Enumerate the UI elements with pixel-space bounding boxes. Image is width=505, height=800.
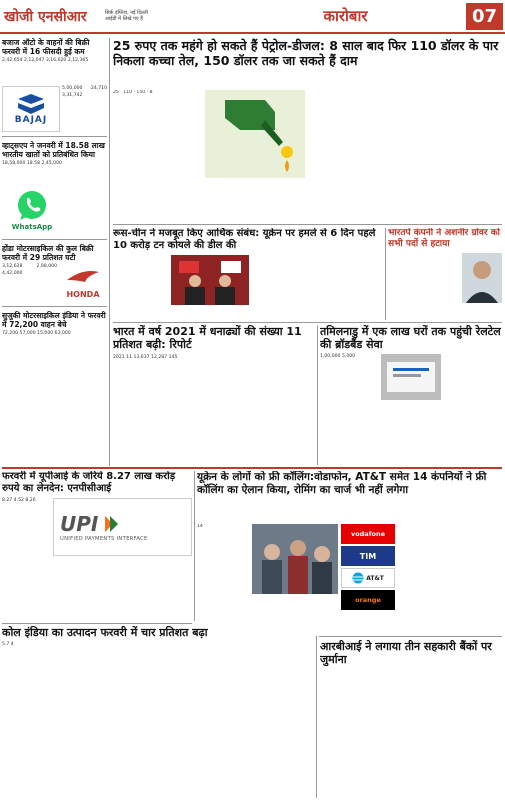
upi-body-2 [53,559,192,599]
wealth-story [113,325,315,465]
section-band-rule [2,467,502,469]
att-logo-text: AT&T [366,574,384,582]
ukraine-body-block [197,524,502,634]
wa-fig: 18.58 [26,161,41,166]
rbi-headline: आरबीआई ने लगाया तीन सहकारी बैंकों पर जुर्माना [320,640,492,667]
suzuki-headline: सुजुकी मोटरसाइकिल इंडिया ने फरवरी में 72,200 वाहन बेचे [2,311,106,329]
vodafone-logo-text: vodafone [350,530,386,538]
honda-fig: 3,12,628 [2,264,23,269]
coal-fig: 4 [10,642,14,648]
divider [2,623,192,624]
telecom-logos [341,524,395,634]
bharatpe-story [388,228,502,320]
bajaj-fig: 5,00,000 [62,86,83,91]
att-logo [341,568,395,588]
russia-story [113,228,383,320]
lead-fig: 150 [136,90,146,95]
honda-fig: 2,98,000 [36,264,57,269]
upi-logo-text: UPI [60,512,99,536]
orange-logo [341,590,395,610]
dateline-edition: आईडी में लिखे गए हैं [105,16,143,22]
railtel-photo-graphic [381,354,441,400]
column-rule [317,325,318,465]
brand: खोजी एनसीआर [4,8,87,25]
suzuki-fig: 72,200 [2,331,19,336]
tim-logo-text: TIM [359,551,377,561]
bajaj-fig: 2,12,047 [23,58,45,63]
divider [113,322,502,323]
bajaj-fig: 2,42,654 [2,58,23,63]
lead-col-1: 25 · 110 · 150 · 8 [113,90,153,95]
wa-fig: 2,45,000 [41,161,62,166]
bajaj-fig: 24,710 [90,86,107,91]
ukraine-photo-block [252,524,338,634]
lead-col-2 [205,184,305,222]
upi-fig: 8.27 [2,498,13,503]
bajaj-headline: बजाज ऑटो के वाहनों की बिक्री फरवरी में 16 फीसदी हुई कम [2,38,90,56]
wealth-fig: 13,637 [133,355,150,361]
whatsapp-logo-text: WhatsApp [11,223,53,231]
whatsapp-headline: व्हाट्सएप ने जनवरी में 18.58 लाख भारतीय खातों को प्रतिबंधित किया [2,141,105,159]
bajaj-logo-text: BAJAJ [14,115,48,125]
column-rule [316,636,317,798]
tn-fig: 5,000 [341,354,356,360]
bajaj-fig: 3,31,742 [62,92,83,98]
ukraine-body-3 [398,524,502,634]
whatsapp-body [2,161,107,185]
whatsapp-logo [2,185,62,235]
section-title: कारोबार [323,7,368,25]
coal-story [2,626,314,798]
russia-body-2 [252,255,383,305]
wealth-fig: 11 [126,355,133,361]
suzuki-body [2,331,107,338]
whatsapp-icon [15,189,49,223]
wealth-body [113,355,315,447]
tamilnadu-body-3 [444,354,502,444]
bharatpe-body [388,253,459,311]
dateline-city: सिर्फ़ इंग्लिश, नई दिल्ली [105,9,148,16]
bajaj-emblem-icon [16,93,46,115]
wealth-fig: 12,287 [151,355,168,361]
suzuki-fig: 15,000 [37,331,54,336]
bharatpe-headline: भारतपे कंपनी ने अशनीर ग्रोवर को सभी पदों से हटाया [388,228,500,249]
honda-logo [59,264,107,302]
bajaj-fig: 2,12,365 [67,58,89,63]
tamilnadu-body-1 [320,354,378,444]
leaders-photo [171,255,249,305]
lead-fig: 25 [113,90,119,95]
tamilnadu-story [320,325,502,465]
grover-photo [462,253,502,303]
bajaj-body [2,58,107,86]
upi-arrow-icon [101,515,119,533]
ukraine-fig: 14 [197,524,203,529]
fuel-pump-illustration [205,90,305,222]
wealth-fig: 145 [168,355,178,361]
upi-logo [53,498,192,556]
bajaj-fig: 3,16,020 [45,58,67,63]
lead-body-block [113,90,502,222]
divider [113,224,502,225]
bajaj-logo [2,86,60,132]
grover-photo-graphic [462,253,502,303]
coal-headline: कोल इंडिया का उत्पादन फरवरी में चार प्रतिशत बढ़ा [2,626,208,639]
tamilnadu-body-2 [381,406,441,446]
ukraine-crowd-photo [252,524,338,594]
suzuki-fig: 63,000 [54,331,71,336]
russia-headline: रूस-चीन ने मजबूत किए आर्थिक संबंध: यूक्रेन पर हमले से 6 दिन पहले 10 करोड़ टन कोयले की डील की [113,228,376,251]
column-rule [109,38,110,466]
tim-logo [341,546,395,566]
rbi-story [320,640,502,798]
ukraine-body-1 [197,524,249,634]
page-number: 07 [466,3,503,30]
upi-story [2,471,192,621]
fuel-nozzle-icon [205,90,305,178]
upi-logo-subtitle: UNIFIED PAYMENTS INTERFACE [60,536,148,542]
coal-fig: 5.7 [2,642,10,648]
upi-body-1 [2,498,50,598]
honda-logo-text: HONDA [66,289,100,299]
coal-body [2,642,314,782]
divider [319,636,502,637]
column-rule [385,228,386,320]
upi-fig: 4.52 [13,498,24,503]
divider [2,239,107,240]
lead-headline-block [113,38,502,88]
divider [2,136,107,137]
wa-fig: 18,58,000 [2,161,26,166]
lead-headline: 25 रुपए तक महंगे हो सकते हैं पेट्रोल-डीजल: 8 साल बाद फिर 110 डॉलर के पार निकला कच्चा तेल, 150 डॉलर तक जा सकते हैं दाम [113,38,499,68]
upi-fig: 8.26 [25,498,36,503]
att-globe-icon [352,572,364,584]
wealth-fig: 2021 [113,355,125,361]
column-rule [194,471,195,621]
bajaj-body-2 [62,86,107,132]
vodafone-logo [341,524,395,544]
lead-fig: 8 [149,90,153,95]
honda-headline: होंडा मोटरसाइकिल की कुल बिक्री फरवरी में 29 प्रतिशत घटी [2,244,94,262]
leaders-photo-graphic [171,255,249,305]
russia-body-1 [113,255,168,305]
ukraine-headline-block [197,471,502,523]
lead-col-3 [309,90,404,222]
railtel-photo-block [381,354,441,446]
left-column [2,38,107,466]
rbi-body [320,669,502,789]
masthead [0,0,505,34]
tn-fig: 1,00,000 [320,354,341,360]
dateline [105,10,225,23]
lead-fig: 110 [123,90,133,95]
honda-fig: 4,42,000 [2,270,23,276]
wealth-headline: भारत में वर्ष 2021 में धनाढ्यों की संख्या 11 प्रतिशत बढ़ी: रिपोर्ट [113,325,302,352]
tamilnadu-headline: तमिलनाडु में एक लाख घरों तक पहुंची रेलटेल की ब्रॉडबैंड सेवा [320,325,501,352]
orange-logo-text: orange [355,596,381,604]
honda-body [2,264,57,302]
honda-wing-icon [65,268,101,290]
divider [2,306,107,307]
suzuki-fig: 57,000 [19,331,36,336]
upi-headline: फरवरी में यूपीआई के जरिये 8.27 लाख करोड़ रुपये का लेनदेन: एनपीसीआई [2,471,176,494]
ukraine-headline: यूक्रेन के लोगों को फ्री कॉलिंग:वोडाफोन, AT&T समेत 14 कंपनियों ने फ्री कॉलिंग का ऐलान किया, रोमिंग का चार्ज भी नहीं लगेगा [197,471,487,496]
lead-col-4 [408,90,502,222]
